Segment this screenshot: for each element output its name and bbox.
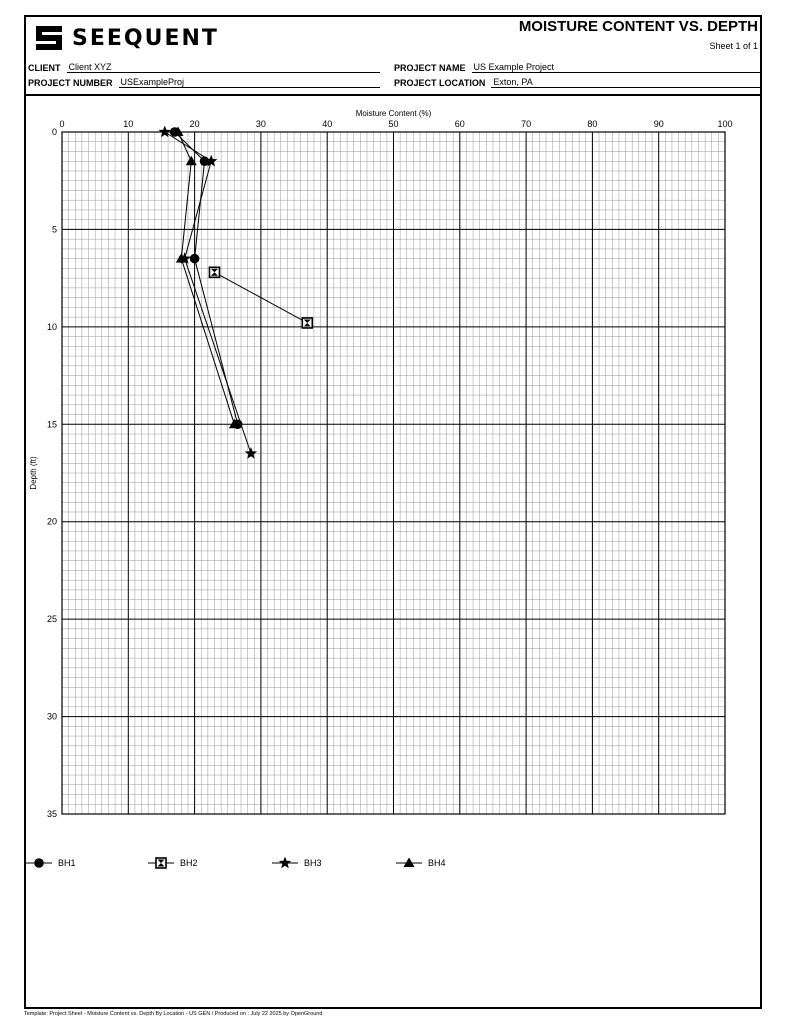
legend-swatch xyxy=(272,855,298,871)
project-location-value: Exton, PA xyxy=(491,77,760,88)
sheet-number: Sheet 1 of 1 xyxy=(709,41,758,51)
project-name-label: PROJECT NAME xyxy=(394,63,466,73)
x-tick-label: 10 xyxy=(123,119,134,129)
x-tick-label: 50 xyxy=(388,119,399,129)
legend-item-bh3 xyxy=(272,848,322,878)
client-label: CLIENT xyxy=(28,63,61,73)
data-point-bh3 xyxy=(159,126,171,138)
logo-text: SEEQUENT xyxy=(72,25,219,51)
x-tick-label: 80 xyxy=(587,119,598,129)
legend-marker xyxy=(404,858,415,868)
legend-marker xyxy=(156,858,166,868)
x-tick-label: 40 xyxy=(322,119,333,129)
template-footer: Template: Project Sheet - Moisture Content vs. Depth By Location - US GEN / Produced on : July 22 2025 by OpenGround xyxy=(24,1011,323,1017)
y-tick-label: 25 xyxy=(46,614,57,625)
legend-label: BH2 xyxy=(180,858,198,868)
x-tick-label: 0 xyxy=(59,119,65,129)
report-title: MOISTURE CONTENT VS. DEPTH xyxy=(518,18,758,35)
legend-swatch xyxy=(26,855,52,871)
y-tick-label: 0 xyxy=(51,127,57,137)
x-tick-label: 30 xyxy=(255,119,266,129)
y-tick-label: 5 xyxy=(51,224,57,235)
chart-legend xyxy=(0,848,786,878)
legend-label: BH1 xyxy=(58,858,76,868)
legend-swatch xyxy=(396,855,422,871)
data-point-bh1 xyxy=(190,254,200,264)
y-axis-title: Depth (ft) xyxy=(29,456,38,490)
legend-marker xyxy=(279,857,291,869)
x-tick-label: 70 xyxy=(521,119,532,129)
x-axis-title: Moisture Content (%) xyxy=(355,109,432,118)
y-tick-label: 15 xyxy=(46,419,57,430)
legend-label: BH4 xyxy=(428,858,446,868)
y-tick-label: 20 xyxy=(46,516,57,527)
client-value: Client XYZ xyxy=(67,62,381,73)
y-tick-label: 30 xyxy=(46,711,57,722)
grid-lines xyxy=(62,132,725,814)
legend-marker xyxy=(34,858,44,868)
y-tick-label: 10 xyxy=(46,321,57,332)
series-bh4 xyxy=(173,127,240,429)
legend-item-bh4 xyxy=(396,848,446,878)
data-point-bh2 xyxy=(209,267,219,277)
legend-label: BH3 xyxy=(304,858,322,868)
y-tick-label: 35 xyxy=(46,809,57,819)
project-number-label: PROJECT NUMBER xyxy=(28,78,113,88)
project-name-value: US Example Project xyxy=(472,62,760,73)
x-tick-label: 90 xyxy=(653,119,664,129)
data-point-bh2 xyxy=(302,318,312,328)
data-point-bh3 xyxy=(245,447,257,459)
x-tick-label: 20 xyxy=(189,119,200,129)
x-tick-label: 60 xyxy=(454,119,465,129)
legend-item-bh1 xyxy=(26,848,76,878)
project-location-label: PROJECT LOCATION xyxy=(394,78,486,88)
x-tick-label: 100 xyxy=(717,119,733,129)
data-point-bh4 xyxy=(186,156,197,166)
legend-swatch xyxy=(148,855,174,871)
project-number-value: USExampleProj xyxy=(119,77,380,88)
legend-item-bh2 xyxy=(148,848,198,878)
